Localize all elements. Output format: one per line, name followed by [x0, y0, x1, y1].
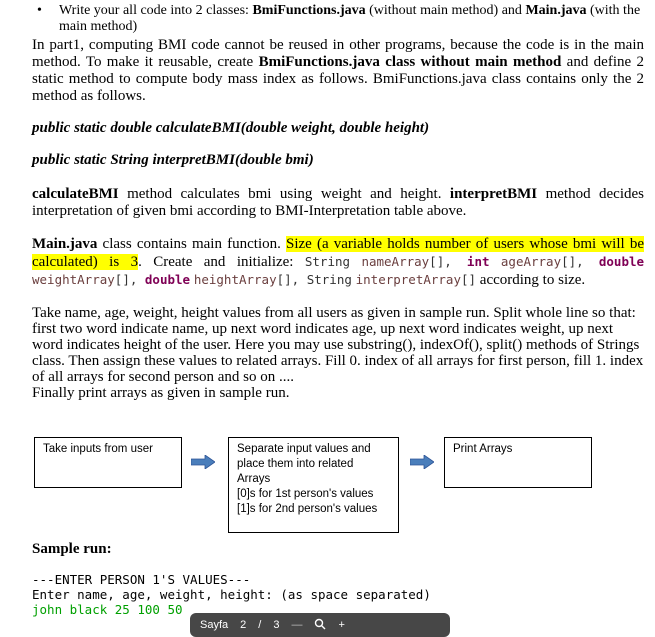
flow-box-separate-line: [0]s for 1st person's values [237, 488, 374, 500]
para1-text2: and define 2 static method to compute body mass index as follows. BmiFunctions.java class contains only the 2 method as follows. [32, 54, 645, 104]
para2-text2: method decides interpretation of given bmi according to BMI-Interpretation table above. [32, 186, 644, 219]
right-arrow-icon [410, 455, 434, 469]
code-age-array: ageArray [500, 254, 562, 269]
code-double-keyword: double [144, 272, 191, 287]
paragraph-main [32, 236, 644, 289]
para3-bold: Main.java [32, 236, 98, 252]
paragraph-methods [32, 186, 644, 220]
code-weight-array: weightArray [32, 272, 115, 287]
code-string-type: String [306, 272, 352, 287]
page-navigator [190, 613, 450, 637]
para2-text1: method calculates bmi using weight and height. [118, 186, 450, 202]
page-label: Sayfa [200, 619, 229, 631]
document-page [32, 0, 645, 515]
zoom-out-button[interactable]: — [291, 619, 303, 631]
flow-box-input [34, 437, 182, 488]
bullet-item [32, 3, 644, 35]
para3-text1: class contains main function. [97, 236, 286, 252]
para1-bold: BmiFunctions.java class without main method [258, 54, 562, 70]
para3-text2: . Create and initialize: [138, 254, 305, 270]
total-pages: 3 [273, 619, 280, 631]
para1-text1: In part1, computing BMI code cannot be reused in other programs, because the code is in the main method. To make it reusable, create [32, 37, 644, 70]
paragraph-reuse [32, 37, 644, 105]
code-name-array: nameArray [361, 254, 430, 269]
flow-box-print-label: Print Arrays [453, 443, 513, 455]
code-interpret-array: interpretArray [355, 272, 461, 287]
para3-highlight: Size (a variable holds number of users whose bmi will be calculated) is 3 [32, 236, 644, 270]
zoom-in-button[interactable]: + [338, 619, 345, 631]
bullet-text-mid: (without main method) and [365, 3, 526, 18]
zoom-icon[interactable] [314, 618, 326, 633]
flow-box-separate-line: [1]s for 2nd person's values [237, 503, 378, 515]
flow-box-input-label: Take inputs from user [43, 443, 153, 455]
console-line: ---ENTER PERSON 1'S VALUES--- [32, 572, 251, 587]
flow-box-separate-line: Arrays [237, 473, 271, 485]
console-input-line: john black 25 100 50 [32, 602, 183, 617]
code-brackets: [], [114, 272, 145, 287]
flow-box-separate-line: place them into related [237, 458, 354, 470]
code-string-type: String [304, 254, 351, 269]
para3-text3: according to size. [476, 272, 586, 288]
right-arrow-icon [191, 455, 215, 469]
code-height-array: heightArray [193, 272, 277, 287]
para2-bold1: calculateBMI [32, 186, 119, 202]
para4-text2: Finally print arrays as given in sample run. [32, 385, 290, 401]
flow-box-separate [228, 437, 399, 533]
code-brackets: [], [276, 272, 307, 287]
code-int-keyword: int [466, 254, 490, 269]
code-brackets: [], [429, 254, 467, 269]
console-line: Enter name, age, weight, height: (as space separated) [32, 587, 431, 602]
para4-text1: Take name, age, weight, height values from all users as given in sample run. Split whole line so that: first two word indicate name, up next word indicates age, up next word indicates weight, up next word indicates height of the user. Here you may use substring(), indexOf(), split() methods of Strings class. Then assign these values to related arrays. Fill 0. index of all arrays for first person, fill 1. index of all arrays for second person and so on .... [32, 305, 644, 385]
code-brackets: [], [561, 254, 599, 269]
console-output [32, 572, 431, 617]
bullet-text-post: (with the main method) [59, 3, 641, 34]
bullet-class1: BmiFunctions.java [252, 3, 366, 18]
signature-interpret: public static String interpretBMI(double bmi) [32, 152, 314, 168]
code-brackets: [] [460, 272, 477, 287]
code-double-keyword: double [598, 254, 645, 269]
para2-bold2: interpretBMI [449, 186, 538, 202]
flow-box-separate-line: Separate input values and [237, 443, 371, 455]
paragraph-input [32, 305, 644, 401]
bullet-text-pre: Write your all code into 2 classes: [59, 3, 253, 18]
flow-box-print [444, 437, 592, 488]
bullet-class2: Main.java [525, 3, 587, 18]
flow-diagram [32, 437, 644, 537]
page-separator: / [258, 619, 262, 631]
sample-run-heading: Sample run: [32, 541, 112, 557]
bullet-dot: • [37, 3, 42, 18]
signature-calculate: public static double calculateBMI(double weight, double height) [32, 120, 430, 136]
current-page-input[interactable]: 2 [240, 619, 247, 631]
